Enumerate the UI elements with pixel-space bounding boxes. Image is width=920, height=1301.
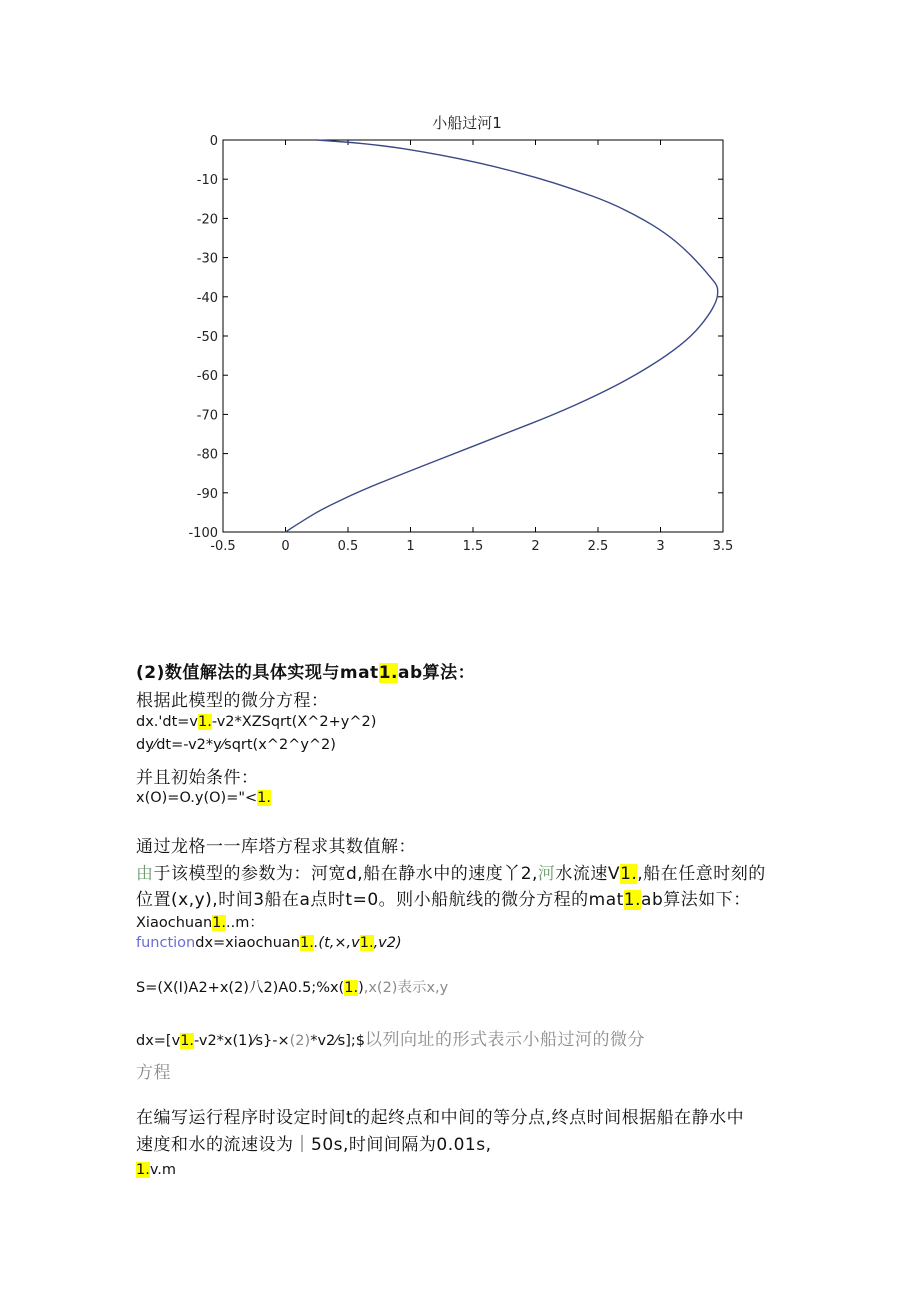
chart-title: 小船过河1 — [432, 114, 502, 132]
para1-text-3: ,船在任意时刻的 — [637, 864, 766, 884]
code1-text-2: ) — [358, 980, 364, 996]
file-name-xiaochuan — [136, 911, 264, 932]
function-keyword: function — [136, 935, 196, 951]
file1-text-2: ..m： — [226, 915, 264, 931]
function-declaration — [136, 935, 402, 951]
initial-condition — [136, 790, 271, 806]
para1-highlight: 1. — [620, 864, 638, 884]
para1-green-1: 由 — [136, 864, 154, 884]
para2-text-1: 位置(x,y),时间3船在a点时t=0。则小船航线的微分方程的mat — [136, 890, 624, 910]
code-line-dx — [136, 1025, 645, 1050]
y-tick-label: -10 — [196, 173, 218, 189]
file1-highlight: 1. — [212, 915, 226, 931]
y-tick-label: -60 — [196, 369, 218, 385]
heading-text-1: (2)数值解法的具体实现与mat — [136, 663, 379, 683]
eq1-text-2: -v2*XZSqrt(X^2+y^2) — [211, 714, 377, 730]
code2-highlight: 1. — [180, 1033, 195, 1049]
x-tick-label: 3 — [656, 539, 665, 554]
file2-text: v.m — [149, 1162, 177, 1178]
plot-background — [180, 100, 740, 570]
func-text-3: ,v2) — [373, 935, 402, 951]
init-text: x(O)=O.y(O)="< — [136, 790, 258, 806]
model-intro-line: 根据此模型的微分方程： — [136, 691, 329, 711]
code2-text-2: -v2*x(1)⁄s}-× — [194, 1033, 290, 1049]
func-text-2: .(t,×,v — [313, 935, 360, 951]
para2-text-2: ab算法如下： — [641, 890, 751, 910]
x-tick-label: 1.5 — [462, 539, 484, 554]
section-heading — [136, 658, 475, 683]
x-tick-label: 0.5 — [337, 539, 359, 554]
parameter-paragraph-line-1 — [136, 859, 766, 884]
y-tick-label: -70 — [196, 408, 218, 424]
time-setting-line-2: 速度和水的流速设为｜50s,时间间隔为0.01s, — [136, 1135, 492, 1155]
init-highlight: 1. — [257, 790, 272, 806]
x-tick-label: 2 — [531, 539, 540, 554]
func-highlight-2: 1. — [359, 935, 374, 951]
code2-text-3: *v2⁄s];$ — [310, 1033, 365, 1049]
eq1-text-1: dx.'dt=v — [136, 714, 199, 730]
x-tick-label: 2.5 — [587, 539, 609, 554]
y-tick-label: 0 — [209, 134, 218, 149]
code1-comment: ,x(2)表示x,y — [363, 980, 449, 996]
heading-highlight: 1. — [378, 663, 398, 683]
para1-text-1: 于该模型的参数为：河宽d,船在静水中的速度丫2, — [153, 864, 538, 884]
time-setting-line-1: 在编写运行程序时设定时间t的起终点和中间的等分点,终点时间根据船在静水中 — [136, 1108, 745, 1128]
parameter-paragraph-line-2 — [136, 885, 751, 910]
equation-dx — [136, 714, 376, 730]
eq1-highlight: 1. — [198, 714, 212, 730]
initial-condition-label: 并且初始条件： — [136, 768, 259, 788]
y-tick-label: -80 — [196, 447, 218, 463]
func-text-1: dx=xiaochuan — [195, 935, 300, 951]
code2-comment: 以列向址的形式表示小船过河的微分 — [365, 1030, 645, 1050]
code-line-s — [136, 976, 448, 997]
code1-highlight: 1. — [344, 980, 359, 996]
x-tick-label: -0.5 — [210, 539, 236, 554]
y-tick-label: -40 — [196, 290, 218, 306]
y-tick-label: -100 — [188, 526, 218, 541]
file-name-v — [136, 1162, 176, 1178]
file1-text-1: Xiaochuan — [136, 915, 213, 931]
file2-highlight: 1. — [136, 1162, 150, 1178]
code2-gray-index: (2) — [289, 1033, 311, 1049]
boat-crossing-plot — [180, 100, 740, 570]
y-tick-label: -90 — [196, 486, 218, 502]
code2-comment-continued: 方程 — [136, 1063, 171, 1083]
y-tick-label: -20 — [196, 212, 218, 228]
para1-text-2: 水流速V — [555, 864, 621, 884]
x-tick-label: 0 — [281, 539, 290, 554]
y-tick-label: -50 — [196, 330, 218, 345]
heading-text-2: ab算法： — [397, 663, 476, 683]
code1-text-1: S=(X(I)A2+x(2)八2)A0.5;%x( — [136, 980, 345, 996]
para1-green-2: 河 — [537, 864, 556, 884]
func-highlight-1: 1. — [299, 935, 314, 951]
x-tick-label: 1 — [406, 539, 415, 554]
para2-highlight: 1. — [623, 890, 642, 910]
equation-dy: dy⁄dt=-v2*y⁄sqrt(x^2^y^2) — [136, 737, 336, 753]
x-tick-label: 3.5 — [712, 539, 734, 554]
y-tick-label: -30 — [196, 251, 218, 267]
runge-kutta-line: 通过龙格一一库塔方程求其数值解： — [136, 837, 416, 857]
code2-text-1: dx=[v — [136, 1033, 181, 1049]
